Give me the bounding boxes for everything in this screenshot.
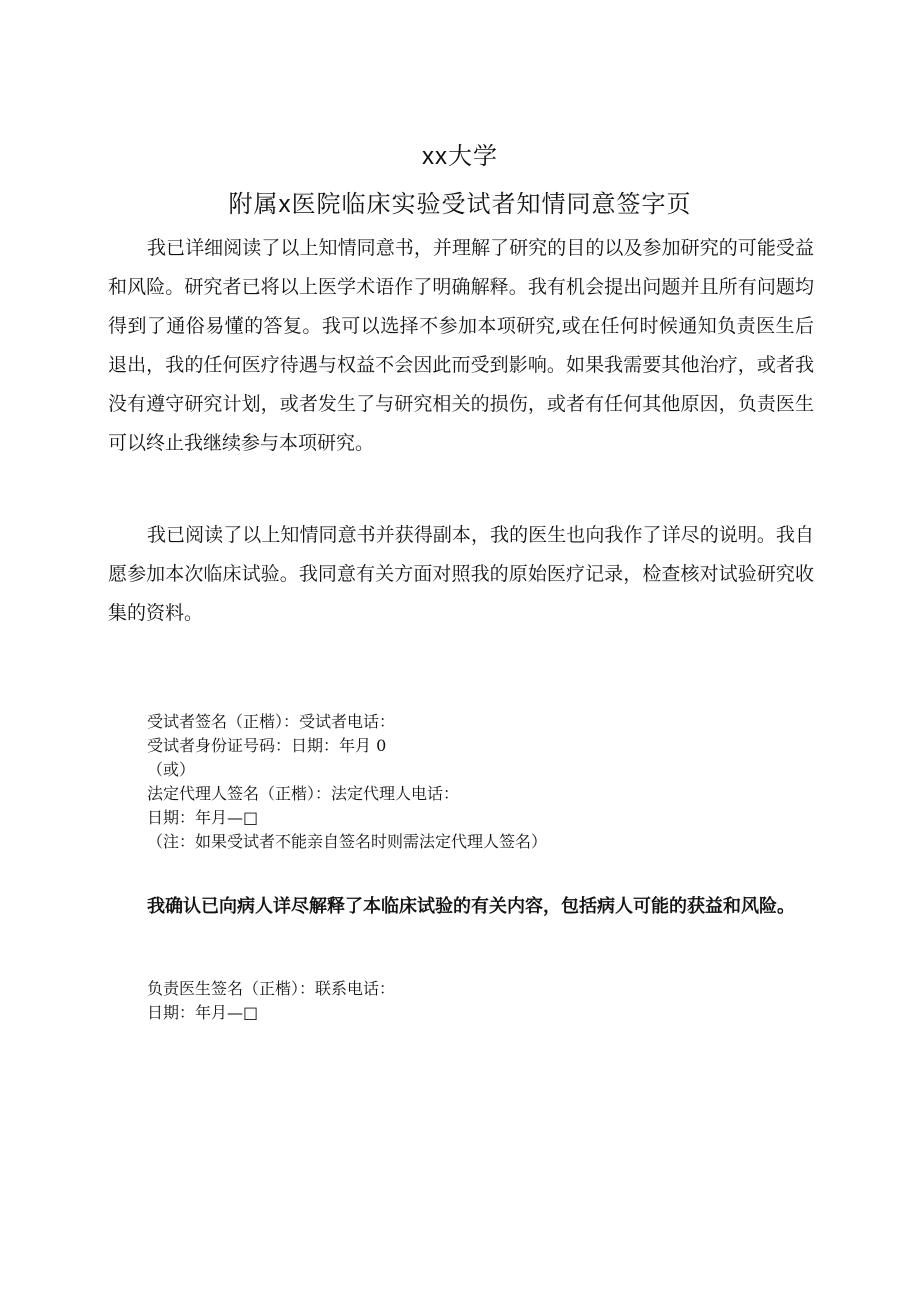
voluntary-participation-paragraph: 我已阅读了以上知情同意书并获得副本，我的医生也向我作了详尽的说明。我自愿参加本次临床试验。我同意有关方面对照我的原始医疗记录，检查核对试验研究收集的资料。	[108, 524, 814, 624]
doctor-signature-phone-line: 负责医生签名（正楷）：联系电话：	[147, 979, 396, 998]
or-separator: （或）	[147, 760, 196, 779]
subject-id-date-line: 受试者身份证号码：日期：年月 0	[147, 736, 387, 755]
consent-statement-paragraph: 我已详细阅读了以上知情同意书，并理解了研究的目的以及参加研究的可能受益和风险。研究者已将以上医学术语作了明确解释。我有机会提出问题并且所有问题均得到了通俗易懂的答复。我可以选择不参加本项研究,或在任何时候通知负责医生后退出，我的任何医疗待遇与权益不会因此而受到影响。如果我需要其他治疗，或者我没有遵守研究计划，或者发生了与研究相关的损伤，或者有任何其他原因，负责医生可以终止我继续参与本项研究。	[108, 237, 814, 454]
university-title: xx大学	[422, 143, 498, 170]
page-title: 附属x医院临床实验受试者知情同意签字页	[228, 191, 692, 218]
subject-signature-phone-line: 受试者签名（正楷）：受试者电话：	[147, 712, 396, 731]
subject-signature-block	[147, 710, 827, 854]
legal-representative-date-line: 日期：年月—□	[147, 808, 259, 827]
doctor-confirmation-statement: 我确认已向病人详尽解释了本临床试验的有关内容，包括病人可能的获益和风险。	[147, 896, 795, 917]
signature-note: （注：如果受试者不能亲自签名时则需法定代理人签名）	[147, 832, 548, 851]
legal-representative-signature-line: 法定代理人签名（正楷）：法定代理人电话：	[147, 784, 460, 803]
doctor-signature-block	[147, 977, 827, 1025]
doctor-date-line: 日期：年月—□	[147, 1003, 259, 1022]
